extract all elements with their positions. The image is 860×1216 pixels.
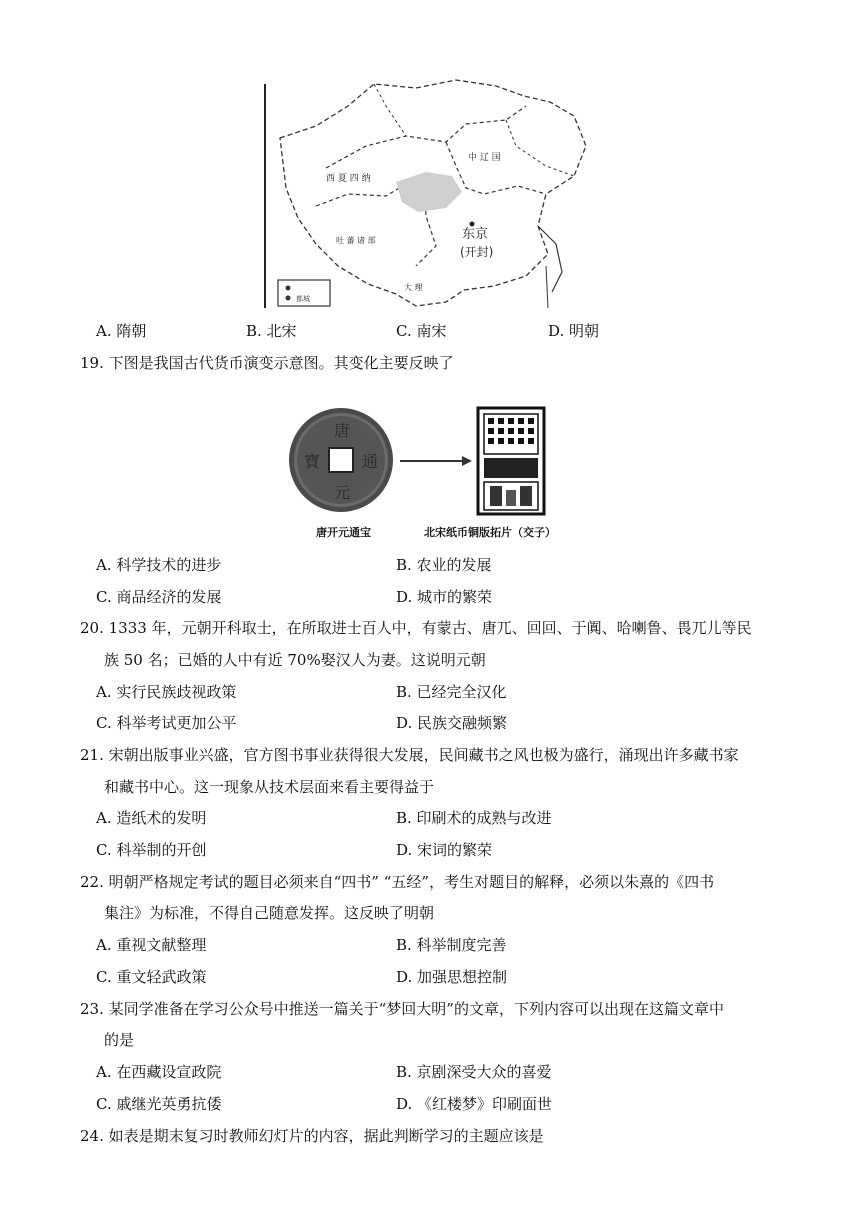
q21-option-c: C. 科举制的开创 <box>96 841 207 859</box>
q22-option-c: C. 重文轻武政策 <box>96 968 207 986</box>
map-legend-capital: 都城 <box>296 295 310 303</box>
map-label-dongjing: 东京 <box>462 227 489 242</box>
q22-option-d: D. 加强思想控制 <box>396 968 508 986</box>
map-label-liao: 中 辽 国 <box>468 153 501 163</box>
q20-stem-line2: 族 50 名；已婚的人中有近 70%娶汉人为妻。这说明元朝 <box>104 651 486 669</box>
q19-option-b: B. 农业的发展 <box>396 556 492 574</box>
q22-option-a: A. 重视文献整理 <box>96 936 207 954</box>
q22-option-b: B. 科举制度完善 <box>396 936 507 954</box>
q18-option-b: B. 北宋 <box>246 322 297 340</box>
q21-option-d: D. 宋词的繁荣 <box>396 841 493 859</box>
currency-evolution-figure <box>286 406 556 518</box>
q20-option-a: A. 实行民族歧视政策 <box>96 683 237 701</box>
song-map-figure <box>256 76 602 310</box>
caption-coin: 唐开元通宝 <box>316 526 371 539</box>
q23-option-c: C. 戚继光英勇抗倭 <box>96 1095 222 1113</box>
q20-option-c: C. 科举考试更加公平 <box>96 714 237 732</box>
q21-stem-line2: 和藏书中心。这一现象从技术层面来看主要得益于 <box>104 778 435 796</box>
map-label-western-xia: 西 夏 四 纳 <box>326 174 371 184</box>
svg-text:元: 元 <box>334 483 351 502</box>
map-label-kaifeng: (开封) <box>460 245 494 259</box>
map-label-tibet: 吐 蕃 诸 部 <box>336 236 376 245</box>
q18-option-d: D. 明朝 <box>548 322 600 340</box>
q23-option-a: A. 在西藏设宣政院 <box>96 1063 222 1081</box>
q19-option-a: A. 科学技术的进步 <box>96 556 222 574</box>
q22-stem-line2: 集注》为标准，不得自己随意发挥。这反映了明朝 <box>104 904 435 922</box>
q21-option-b: B. 印刷术的成熟与改进 <box>396 809 552 827</box>
q22-stem-line1: 22. 明朝严格规定考试的题目必须来自“四书” “五经”，考生对题目的解释，必须以朱熹的《四书 <box>80 873 715 891</box>
q19-option-c: C. 商品经济的发展 <box>96 588 222 606</box>
kaiyuan-coin-icon <box>289 408 393 512</box>
q19-option-d: D. 城市的繁荣 <box>396 588 493 606</box>
q18-option-c: C. 南宋 <box>396 322 447 340</box>
map-label-dali: 大 理 <box>404 283 423 292</box>
q23-option-d: D. 《红楼梦》印刷面世 <box>396 1095 553 1113</box>
svg-text:通: 通 <box>362 452 379 471</box>
q18-option-a: A. 隋朝 <box>96 322 147 340</box>
q21-option-a: A. 造纸术的发明 <box>96 809 207 827</box>
jiaozi-note-icon <box>478 408 544 514</box>
q21-stem-line1: 21. 宋朝出版事业兴盛，官方图书事业获得很大发展，民间藏书之风也极为盛行，涌现出许多藏书家 <box>80 746 739 764</box>
q19-stem: 19. 下图是我国古代货币演变示意图。其变化主要反映了 <box>80 354 454 372</box>
q23-stem-line1: 23. 某同学准备在学习公众号中推送一篇关于“梦回大明”的文章，下列内容可以出现在这篇文章中 <box>80 1000 724 1018</box>
svg-text:唐: 唐 <box>334 421 351 440</box>
q23-stem-line2: 的是 <box>104 1031 135 1049</box>
q24-stem: 24. 如表是期末复习时教师幻灯片的内容，据此判断学习的主题应该是 <box>80 1127 544 1145</box>
q23-option-b: B. 京剧深受大众的喜爱 <box>396 1063 552 1081</box>
q20-option-d: D. 民族交融频繁 <box>396 714 508 732</box>
q20-option-b: B. 已经完全汉化 <box>396 683 507 701</box>
q20-stem-line1: 20. 1333 年，元朝开科取士，在所取进士百人中，有蒙古、唐兀、回回、于阗、哈喇鲁、畏兀儿等民 <box>80 619 752 637</box>
svg-text:寶: 寶 <box>304 452 321 471</box>
caption-note: 北宋纸币铜版拓片（交子） <box>424 526 556 539</box>
